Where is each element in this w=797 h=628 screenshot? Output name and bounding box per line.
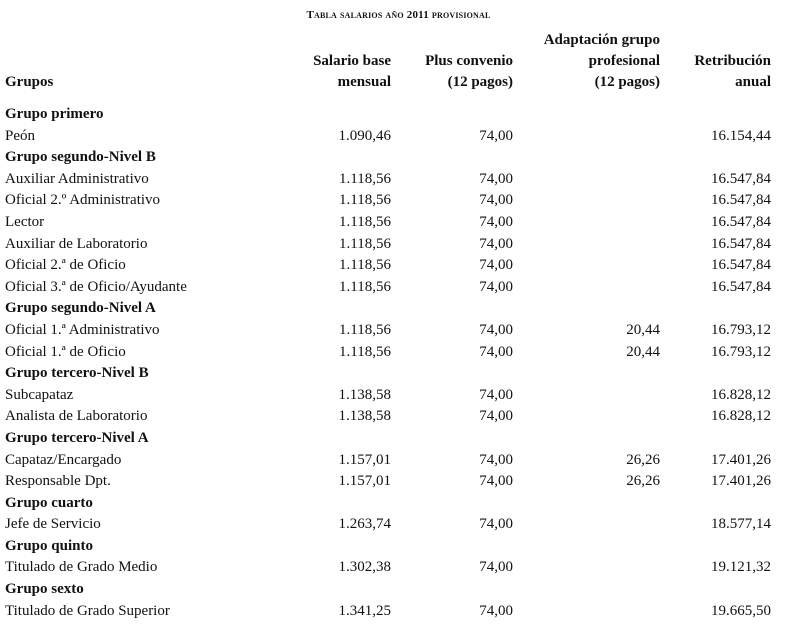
- category-label: Responsable Dpt.: [5, 473, 111, 490]
- plus-convenio-cell: 74,00: [479, 451, 513, 468]
- category-label: Titulado de Grado Medio: [5, 559, 158, 576]
- category-label: Lector: [5, 213, 45, 230]
- table-row: [0, 471, 797, 493]
- header-line: Adaptación grupo: [543, 32, 660, 48]
- table-row: [0, 320, 797, 342]
- group-heading-row: [0, 147, 797, 169]
- plus-convenio-cell: 74,00: [479, 127, 513, 144]
- retribucion-cell: 16.547,84: [711, 235, 771, 252]
- group-heading-row: [0, 104, 797, 126]
- plus-convenio-cell: 74,00: [479, 343, 513, 360]
- table-row: [0, 601, 797, 623]
- header-line: anual: [735, 74, 771, 90]
- group-label: Grupo tercero-Nivel A: [5, 429, 149, 446]
- retribucion-cell: 16.547,84: [711, 192, 771, 209]
- salario-base-cell: 1.118,56: [339, 213, 391, 230]
- group-heading-row: [0, 536, 797, 558]
- header-adaptacion: [500, 30, 660, 93]
- adaptacion-cell: 26,26: [626, 473, 660, 490]
- table-row: [0, 514, 797, 536]
- table-row: [0, 255, 797, 277]
- salario-base-cell: 1.118,56: [339, 192, 391, 209]
- table-row: [0, 450, 797, 472]
- salario-base-cell: 1.118,56: [339, 343, 391, 360]
- table-row: [0, 557, 797, 579]
- plus-convenio-cell: 74,00: [479, 408, 513, 425]
- table-row: [0, 406, 797, 428]
- retribucion-cell: 16.793,12: [711, 321, 771, 338]
- group-label: Grupo sexto: [5, 581, 84, 598]
- salario-base-cell: 1.302,38: [338, 559, 391, 576]
- retribucion-cell: 16.547,84: [711, 170, 771, 187]
- group-heading-row: [0, 363, 797, 385]
- plus-convenio-cell: 74,00: [479, 278, 513, 295]
- retribucion-cell: 16.547,84: [711, 278, 771, 295]
- salario-base-cell: 1.157,01: [338, 451, 391, 468]
- retribucion-cell: 19.121,32: [711, 559, 771, 576]
- table-body: [0, 104, 797, 622]
- category-label: Oficial 2.º Administrativo: [5, 192, 161, 209]
- category-label: Oficial 1.ª de Oficio: [5, 343, 126, 360]
- header-salario-base: [251, 51, 391, 93]
- salario-base-cell: 1.118,56: [339, 235, 391, 252]
- table-row: [0, 385, 797, 407]
- header-line: Salario base: [313, 53, 391, 69]
- header-line: (12 pagos): [447, 74, 513, 90]
- group-label: Grupo segundo-Nivel B: [5, 149, 156, 166]
- salario-base-cell: 1.090,46: [338, 127, 391, 144]
- salario-base-cell: 1.263,74: [338, 516, 391, 533]
- retribucion-cell: 16.547,84: [711, 257, 771, 274]
- plus-convenio-cell: 74,00: [479, 213, 513, 230]
- header-line: profesional: [588, 53, 660, 69]
- table-row: [0, 277, 797, 299]
- group-heading-row: [0, 298, 797, 320]
- salario-base-cell: 1.138,58: [338, 408, 391, 425]
- salario-base-cell: 1.157,01: [338, 473, 391, 490]
- salario-base-cell: 1.118,56: [339, 321, 391, 338]
- category-label: Oficial 3.ª de Oficio/Ayudante: [5, 278, 187, 295]
- group-heading-row: [0, 579, 797, 601]
- category-label: Peón: [5, 127, 35, 144]
- header-line: Plus convenio: [425, 53, 513, 69]
- table-header: [0, 30, 797, 96]
- retribucion-cell: 16.154,44: [711, 127, 771, 144]
- header-plus-convenio: [373, 51, 513, 93]
- plus-convenio-cell: 74,00: [479, 559, 513, 576]
- category-label: Auxiliar de Laboratorio: [5, 235, 148, 252]
- category-label: Jefe de Servicio: [5, 516, 101, 533]
- table-row: [0, 190, 797, 212]
- category-label: Analista de Laboratorio: [5, 408, 148, 425]
- retribucion-cell: 16.547,84: [711, 213, 771, 230]
- retribucion-cell: 19.665,50: [711, 602, 771, 619]
- group-heading-row: [0, 493, 797, 515]
- table-row: [0, 212, 797, 234]
- retribucion-cell: 16.793,12: [711, 343, 771, 360]
- retribucion-cell: 16.828,12: [711, 386, 771, 403]
- retribucion-cell: 17.401,26: [711, 451, 771, 468]
- plus-convenio-cell: 74,00: [479, 516, 513, 533]
- table-row: [0, 342, 797, 364]
- adaptacion-cell: 26,26: [626, 451, 660, 468]
- adaptacion-cell: 20,44: [626, 321, 660, 338]
- salario-base-cell: 1.118,56: [339, 170, 391, 187]
- retribucion-cell: 16.828,12: [711, 408, 771, 425]
- plus-convenio-cell: 74,00: [479, 321, 513, 338]
- plus-convenio-cell: 74,00: [479, 170, 513, 187]
- group-heading-row: [0, 428, 797, 450]
- header-line: Retribución: [694, 53, 771, 69]
- group-label: Grupo cuarto: [5, 494, 93, 511]
- adaptacion-cell: 20,44: [626, 343, 660, 360]
- retribucion-cell: 18.577,14: [711, 516, 771, 533]
- salario-base-cell: 1.118,56: [339, 278, 391, 295]
- group-label: Grupo segundo-Nivel A: [5, 300, 156, 317]
- plus-convenio-cell: 74,00: [479, 235, 513, 252]
- group-label: Grupo primero: [5, 106, 104, 122]
- salario-base-cell: 1.138,58: [338, 386, 391, 403]
- category-label: Oficial 2.ª de Oficio: [5, 257, 126, 274]
- group-label: Grupo tercero-Nivel B: [5, 365, 149, 382]
- plus-convenio-cell: 74,00: [479, 386, 513, 403]
- category-label: Titulado de Grado Superior: [5, 602, 170, 619]
- plus-convenio-cell: 74,00: [479, 602, 513, 619]
- category-label: Oficial 1.ª Administrativo: [5, 321, 160, 338]
- plus-convenio-cell: 74,00: [479, 257, 513, 274]
- table-row: [0, 234, 797, 256]
- header-retribucion: [651, 51, 771, 93]
- salario-base-cell: 1.118,56: [339, 257, 391, 274]
- table-title: Tabla salarios año 2011 provisional: [306, 9, 491, 21]
- header-grupos: Grupos: [5, 74, 54, 90]
- table-row: [0, 169, 797, 191]
- category-label: Auxiliar Administrativo: [5, 170, 149, 187]
- category-label: Capataz/Encargado: [5, 451, 122, 468]
- retribucion-cell: 17.401,26: [711, 473, 771, 490]
- plus-convenio-cell: 74,00: [479, 473, 513, 490]
- table-row: [0, 126, 797, 148]
- plus-convenio-cell: 74,00: [479, 192, 513, 209]
- header-line: (12 pagos): [594, 74, 660, 90]
- group-label: Grupo quinto: [5, 537, 93, 554]
- header-line: mensual: [337, 74, 391, 90]
- salario-base-cell: 1.341,25: [338, 602, 391, 619]
- category-label: Subcapataz: [5, 386, 74, 403]
